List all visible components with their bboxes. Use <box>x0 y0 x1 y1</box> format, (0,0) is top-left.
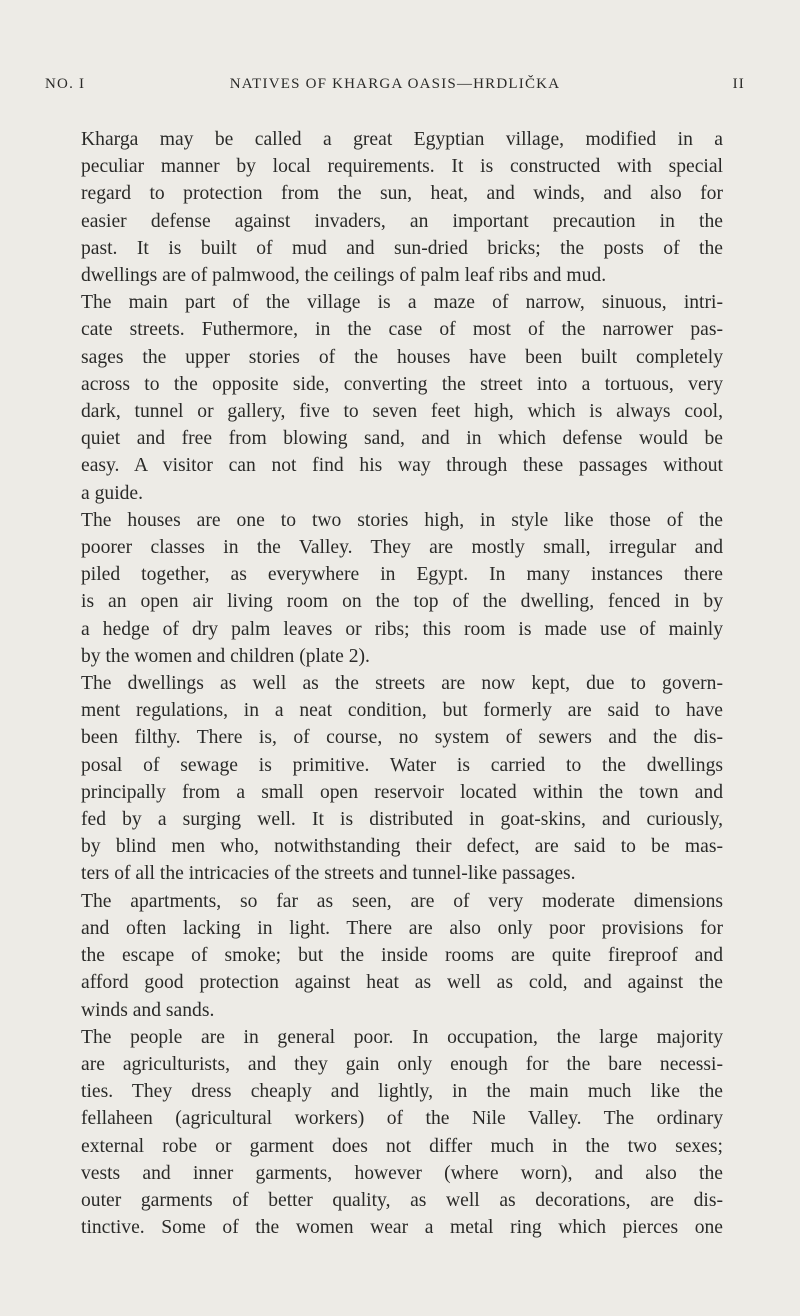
running-title: NATIVES OF KHARGA OASIS—HRDLIČKA <box>229 76 561 92</box>
body-text <box>81 126 723 1241</box>
text-line: by blind men who, notwithstanding their defect, are said to be mas- <box>81 836 723 858</box>
text-line: past. It is built of mud and sun-dried bricks; the posts of the <box>81 237 723 259</box>
text-line: regard to protection from the sun, heat, and winds, and also for <box>81 183 723 205</box>
text-line: The main part of the village is a maze of narrow, sinuous, intri- <box>81 292 723 314</box>
text-line: The people are in general poor. In occupation, the large majority <box>81 1026 723 1048</box>
text-line: by the women and children (plate 2). <box>81 645 370 667</box>
text-line: piled together, as everywhere in Egypt. In many instances there <box>81 564 723 586</box>
text-line: sages the upper stories of the houses have been built completely <box>81 346 723 368</box>
paragraph <box>81 126 723 289</box>
text-line: poorer classes in the Valley. They are mostly small, irregular and <box>81 537 723 559</box>
text-line: posal of sewage is primitive. Water is carried to the dwellings <box>81 754 723 776</box>
text-line: quiet and free from blowing sand, and in which defense would be <box>81 428 723 450</box>
text-line: fed by a surging well. It is distributed in goat-skins, and curiously, <box>81 809 723 831</box>
text-line: been filthy. There is, of course, no system of sewers and the dis- <box>81 727 723 749</box>
text-line: across to the opposite side, converting the street into a tortuous, very <box>81 373 723 395</box>
text-line: afford good protection against heat as well as cold, and against the <box>81 972 723 994</box>
paragraph <box>81 888 723 1024</box>
text-line: outer garments of better quality, as well as decorations, are dis- <box>81 1189 723 1211</box>
text-line: winds and sands. <box>81 999 215 1021</box>
text-line: external robe or garment does not differ much in the two sexes; <box>81 1135 723 1157</box>
text-line: and often lacking in light. There are also only poor provisions for <box>81 917 723 939</box>
text-line: dwellings are of palmwood, the ceilings of palm leaf ribs and mud. <box>81 265 607 287</box>
paragraph <box>81 507 723 670</box>
paragraph <box>81 670 723 888</box>
text-line: The houses are one to two stories high, in style like those of the <box>81 509 723 531</box>
text-line: ment regulations, in a neat condition, but formerly are said to have <box>81 700 723 722</box>
text-line: dark, tunnel or gallery, five to seven feet high, which is always cool, <box>81 401 723 423</box>
text-line: vests and inner garments, however (where worn), and also the <box>81 1162 723 1184</box>
text-line: easier defense against invaders, an important precaution in the <box>81 210 723 232</box>
text-line: cate streets. Futhermore, in the case of most of the narrower pas- <box>81 319 723 341</box>
text-line: are agriculturists, and they gain only enough for the bare necessi- <box>81 1053 723 1075</box>
text-line: The apartments, so far as seen, are of very moderate dimensions <box>81 890 723 912</box>
text-line: Kharga may be called a great Egyptian village, modified in a <box>81 129 723 150</box>
text-line: a guide. <box>81 482 144 504</box>
text-line: ties. They dress cheaply and lightly, in the main much like the <box>81 1081 723 1103</box>
text-line: easy. A visitor can not find his way through these passages without <box>81 455 723 477</box>
text-line: principally from a small open reservoir located within the town and <box>81 781 723 803</box>
text-line: ters of all the intricacies of the streets and tunnel-like passages. <box>81 863 576 885</box>
text-line: peculiar manner by local requirements. It is constructed with special <box>81 156 723 178</box>
page-number: II <box>732 76 745 92</box>
text-line: the escape of smoke; but the inside rooms are quite fireproof and <box>81 945 723 967</box>
text-line: fellaheen (agricultural workers) of the Nile Valley. The ordinary <box>81 1108 723 1130</box>
series-number: NO. I <box>45 76 86 92</box>
paragraph <box>81 289 723 507</box>
paragraph <box>81 1024 723 1242</box>
text-line: The dwellings as well as the streets are now kept, due to govern- <box>81 673 723 695</box>
text-line: is an open air living room on the top of the dwelling, fenced in by <box>81 591 723 613</box>
text-line: tinctive. Some of the women wear a metal ring which pierces one <box>81 1217 723 1239</box>
running-header <box>45 76 745 100</box>
text-line: a hedge of dry palm leaves or ribs; this room is made use of mainly <box>81 618 723 640</box>
